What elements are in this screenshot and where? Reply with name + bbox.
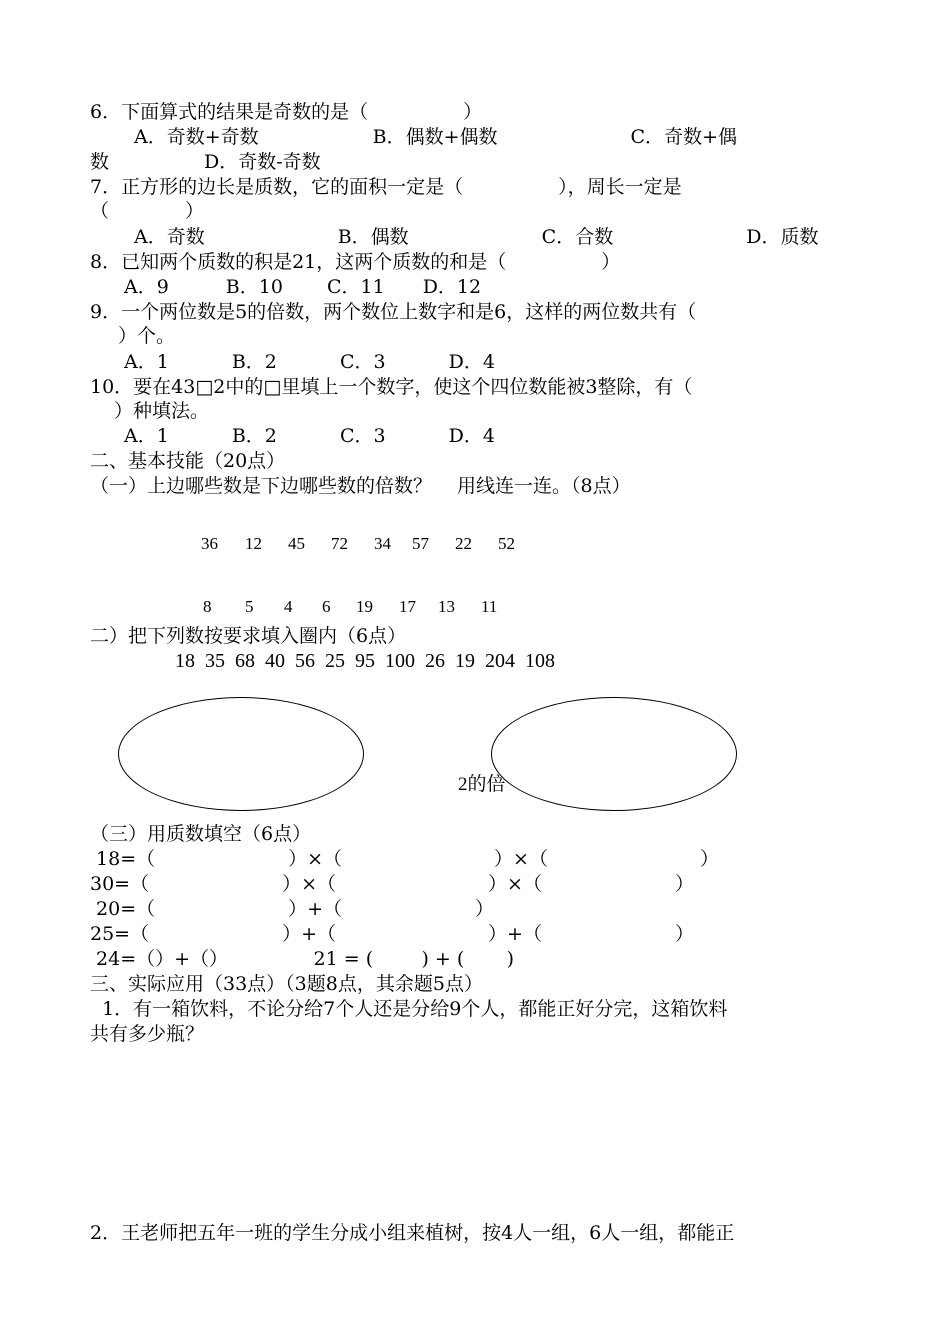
section3-q1-line2: 共有多少瓶？ [90,1023,205,1045]
section2-part1-title: （一）上边哪些数是下边哪些数的倍数？ 用线连一连。（8点） [90,475,631,497]
section2-part3-title: （三）用质数填空（6点） [90,823,312,845]
q9-stem: 9．一个两位数是5的倍数，两个数位上数字和是6，这样的两位数共有（ [90,301,697,323]
bottom-number: 4 [284,597,293,616]
q10-stem: 10．要在43□2中的□里填上一个数字，使这个四位数能被3整除，有（ [90,376,693,398]
q6-stem: 6．下面算式的结果是奇数的是（ ） [90,101,483,123]
q6-options-row2: 数 D．奇数-奇数 [90,151,321,173]
q10-stem-cont: ）种填法。 [114,400,210,422]
q6-options-row1: A．奇数+奇数 B．偶数+偶数 C．奇数+偶 [134,126,737,148]
section3-q1-line1: 1．有一箱饮料，不论分给7个人还是分给9个人，都能正好分完，这箱饮料 [90,998,728,1020]
bottom-number: 11 [481,597,498,616]
q9-options: A．1 B．2 C．3 D．4 [124,351,495,373]
top-number: 34 [374,534,391,553]
bottom-number: 5 [245,597,254,616]
top-number: 57 [412,534,429,553]
bottom-number: 17 [399,597,416,616]
prime-fill-row: 25=（ ）+（ ）+（ ） [90,923,694,945]
q8-stem: 8．已知两个质数的积是21，这两个质数的和是（ ） [90,251,621,273]
bottom-number: 19 [356,597,373,616]
q10-options: A．1 B．2 C．3 D．4 [124,425,495,447]
top-number: 36 [201,534,218,553]
bottom-number: 13 [438,597,455,616]
bottom-number: 8 [203,597,212,616]
top-number: 45 [288,534,305,553]
q9-stem-cont: ）个。 [118,325,176,347]
prime-fill-row: 30=（ ）×（ ）×（ ） [90,873,694,895]
section2-title: 二、基本技能（20点） [90,450,286,472]
section3-title: 三、实际应用（33点）（3题8点，其余题5点） [90,973,483,995]
left-circle [118,697,364,811]
section2-part2-title: 二）把下列数按要求填入圈内（6点） [90,625,407,647]
top-number: 52 [498,534,515,553]
q7-stem: 7．正方形的边长是质数，它的面积一定是（ ），周长一定是 [90,176,682,198]
circle-label: 2的倍 [458,774,506,795]
q7-options: A．奇数 B．偶数 C．合数 D．质数 [134,226,819,248]
bottom-number: 6 [322,597,331,616]
prime-fill-row: 24=（）+（） 21 = ( ) + ( ) [90,948,514,970]
section3-q2-line1: 2．王老师把五年一班的学生分成小组来植树，按4人一组，6人一组，都能正 [90,1222,735,1244]
top-number: 12 [245,534,262,553]
right-circle [491,697,737,811]
top-number: 22 [455,534,472,553]
q7-stem-cont: （ ） [90,200,205,222]
top-number: 72 [331,534,348,553]
prime-fill-row: 18=（ ）×（ ）×（ ） [90,848,719,870]
prime-fill-row: 20=（ ）+（ ） [90,898,495,920]
q8-options: A．9 B．10 C．11 D．12 [124,276,482,298]
sort-numbers: 18 35 68 40 56 25 95 100 26 19 204 108 [175,650,555,672]
